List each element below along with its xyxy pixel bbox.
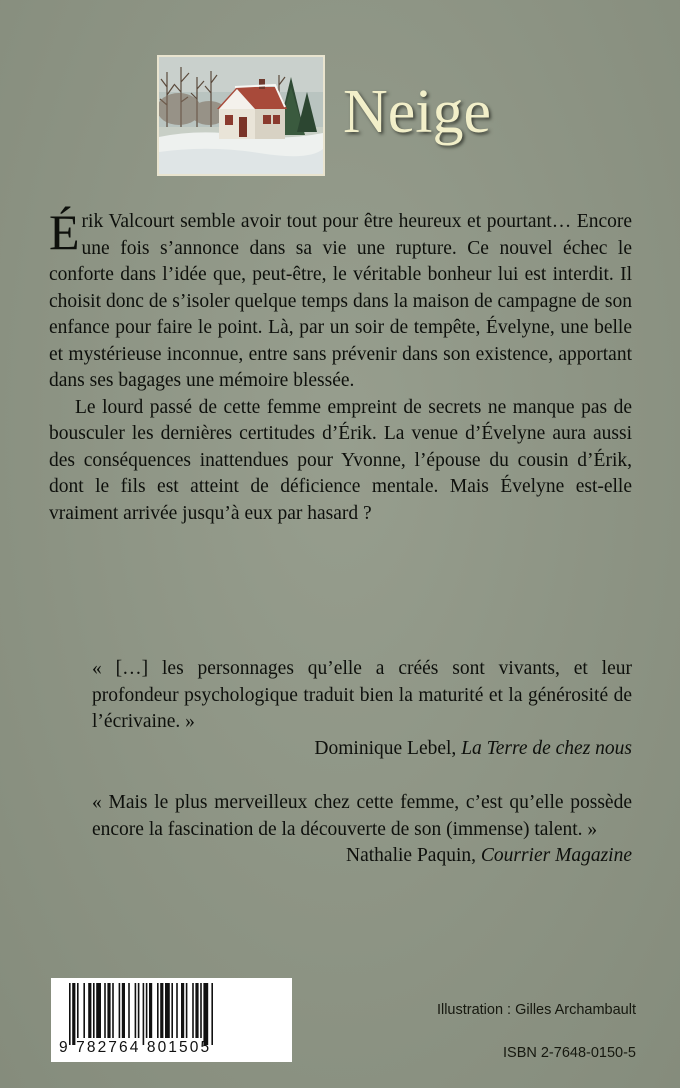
barcode-bar xyxy=(135,983,137,1038)
drop-cap: É xyxy=(49,204,80,260)
barcode-bar xyxy=(93,983,95,1038)
review-quote-2 xyxy=(92,790,632,870)
barcode-bar xyxy=(69,983,71,1045)
synopsis-paragraph-1 xyxy=(49,204,632,395)
barcode-bar xyxy=(119,983,121,1038)
quote-source: Courrier Magazine xyxy=(480,845,632,866)
barcode-bar xyxy=(181,983,184,1038)
quote-text: « […] les personnages qu’elle a créés sont vivants, et leur profondeur psychologique traduit bien la maturité et la générosité de l’écrivaine. » xyxy=(92,658,632,732)
barcode-bar xyxy=(72,983,75,1045)
quote-author: Dominique Lebel, xyxy=(314,737,457,759)
barcode-bar xyxy=(160,983,163,1038)
quote-author: Nathalie Paquin, xyxy=(346,845,476,866)
barcode-bar xyxy=(171,983,173,1038)
review-quote-1 xyxy=(92,656,632,762)
barcode-bar xyxy=(112,983,114,1038)
quote-attribution xyxy=(92,843,632,870)
barcode-bar xyxy=(107,983,110,1038)
barcode-bar xyxy=(143,983,145,1045)
barcode-bar xyxy=(192,983,194,1038)
barcode-bar xyxy=(88,983,91,1038)
cover-header xyxy=(157,55,557,180)
barcode-bar xyxy=(195,983,198,1038)
quote-attribution xyxy=(92,736,632,763)
barcode-bar xyxy=(149,983,152,1038)
isbn-barcode xyxy=(51,978,292,1062)
barcode-bar xyxy=(200,983,202,1038)
isbn-number: ISBN 2-7648-0150-5 xyxy=(503,1045,636,1061)
barcode-bar xyxy=(176,983,178,1038)
barcode-bar xyxy=(186,983,188,1038)
barcode-bar xyxy=(211,983,213,1045)
barcode-bar xyxy=(165,983,170,1038)
barcode-bar xyxy=(138,983,140,1038)
barcode-bar xyxy=(96,983,101,1038)
barcode-bar xyxy=(83,983,85,1038)
quote-text: « Mais le plus merveilleux chez cette femme, c’est qu’elle possède encore la fascination de la découverte de son (immense) talent. » xyxy=(92,792,632,840)
cover-illustration xyxy=(157,55,325,176)
house-in-snow-illustration xyxy=(159,57,323,174)
barcode-bar xyxy=(77,983,79,1038)
barcode-bar xyxy=(128,983,130,1038)
barcode-bar xyxy=(157,983,159,1038)
barcode-bar xyxy=(203,983,208,1045)
illustration-credit: Illustration : Gilles Archambault xyxy=(436,1002,636,1018)
synopsis-paragraph-2: Le lourd passé de cette femme empreint de secrets ne manque pas de bousculer les dernières certitudes d’Érik. La venue d’Évelyne aura aussi des conséquences inattendues pour Yvonne, l’épouse du cousin d’Érik, dont le fils est atteint de déficience mentale. Mais Évelyne est-elle vraiment arrivée jusqu’à eux par hasard ? xyxy=(49,396,632,524)
synopsis-paragraph-1-text: rik Valcourt semble avoir tout pour être heureux et pourtant… Encore une fois s’annonce dans sa vie une rupture. Ce nouvel échec le conforte dans l’idée que, peut-être, le véritable bonheur lui est interdit. Il choisit donc de s’isoler quelque temps dans la maison de campagne de son enfance pour faire le point. Là, par un soir de tempête, Évelyne, une belle et mystérieuse inconnue, entre sans prévenir dans son existence, apportant dans ses bagages une mémoire blessée. xyxy=(49,211,632,391)
quote-source: La Terre de chez nous xyxy=(461,737,632,759)
synopsis xyxy=(49,204,632,527)
barcode-bar xyxy=(104,983,106,1038)
barcode-bar xyxy=(122,983,125,1038)
barcode-digits: 9 782764 801505 xyxy=(59,1039,212,1056)
barcode-bar xyxy=(146,983,148,1038)
book-title: Neige xyxy=(343,78,492,146)
